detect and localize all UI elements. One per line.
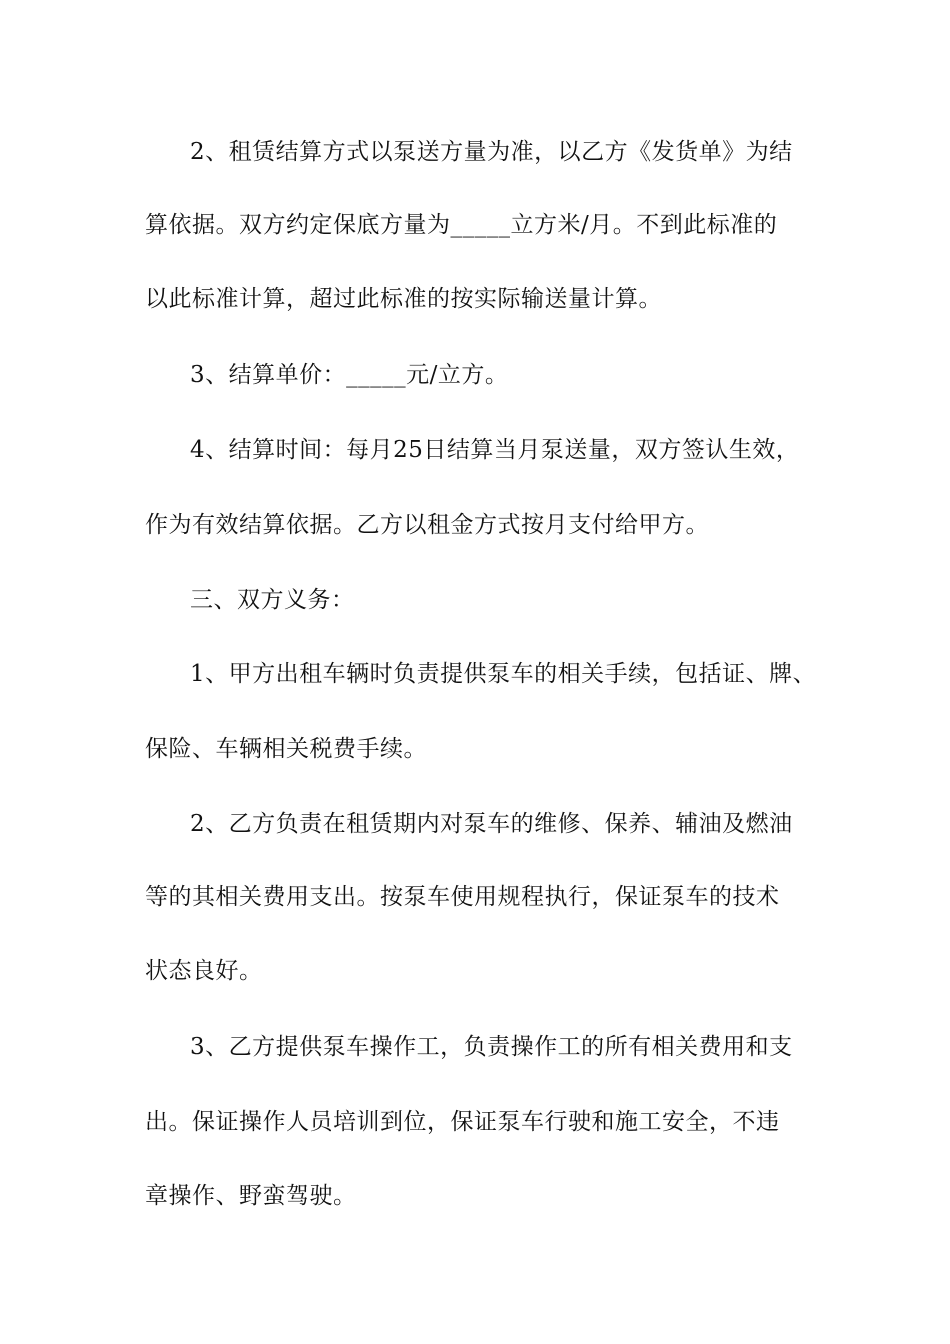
obligation-3-line-1: 3、乙方提供泵车操作工，负责操作工的所有相关费用和支: [190, 1034, 793, 1060]
obligation-2-line-1: 2、乙方负责在租赁期内对泵车的维修、保养、辅油及燃油: [190, 811, 793, 837]
clause-2-line-3: 以此标准计算，超过此标准的按实际输送量计算。: [145, 286, 662, 312]
obligation-3-line-3: 章操作、野蛮驾驶。: [145, 1183, 357, 1209]
clause-3-line-1: 3、结算单价：_____元/立方。: [190, 362, 509, 388]
obligation-2-line-2: 等的其相关费用支出。按泵车使用规程执行，保证泵车的技术: [145, 884, 780, 910]
clause-4-line-1: 4、结算时间：每月25日结算当月泵送量，双方签认生效，: [190, 437, 800, 463]
section-heading-obligations: 三、双方义务：: [190, 587, 355, 613]
obligation-3-line-2: 出。保证操作人员培训到位，保证泵车行驶和施工安全，不违: [145, 1109, 780, 1135]
obligation-1-line-1: 1、甲方出租车辆时负责提供泵车的相关手续，包括证、牌、: [190, 661, 817, 687]
clause-4-line-2: 作为有效结算依据。乙方以租金方式按月支付给甲方。: [145, 512, 709, 538]
clause-2-line-1: 2、租赁结算方式以泵送方量为准，以乙方《发货单》为结: [190, 139, 793, 165]
obligation-2-line-3: 状态良好。: [145, 958, 263, 984]
obligation-1-line-2: 保险、车辆相关税费手续。: [145, 736, 427, 762]
clause-2-line-2: 算依据。双方约定保底方量为_____立方米/月。不到此标准的: [145, 212, 778, 238]
